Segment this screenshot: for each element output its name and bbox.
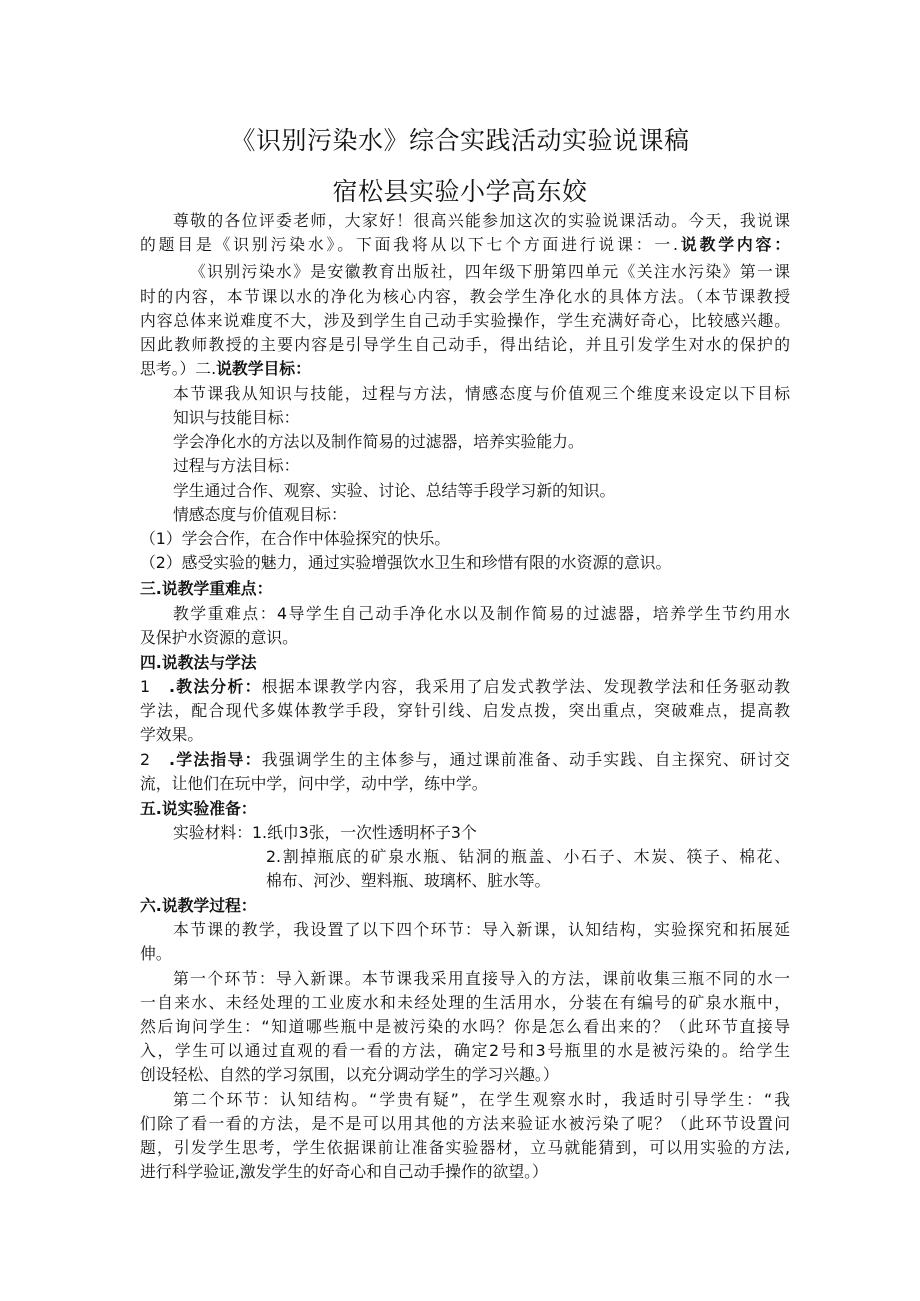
section-5-heading: 五.说实验准备： [140,799,257,818]
content-line-2: 时的内容，本节课以水的净化为核心内容，教会学生净化水的具体方法。（本节课教授 [140,287,790,306]
process-p1-line-1: 本节课的教学，我设置了以下四个环节：导入新课，认知结构，实验探究和拓展延 [173,920,790,939]
teaching-method-line-1: 1 .教法分析：根据本课教学内容，我采用了启发式教学法、发现教学法和任务驱动教 [140,677,790,696]
process-p3-line-4: 进行科学验证,激发学生的好奇心和自己动手操作的欲望。） [140,1162,548,1181]
section-1-heading: 说教学内容： [678,235,790,254]
document-title: 《识别污染水》综合实践活动实验说课稿 [230,126,690,155]
s3-line-2: 及保护水资源的意识。 [140,628,298,647]
materials-line-1: 实验材料：1.纸巾3张，一次性透明杯子3个 [173,823,477,842]
emotion-goal-label: 情感态度与价值观目标： [173,505,347,524]
emotion-goal-2: （2）感受实验的魅力，通过实验增强饮水卫生和珍惜有限的水资源的意识。 [140,553,672,572]
content-line-5: 思考。）二.说教学目标： [140,359,311,378]
content-line-3: 内容总体来说难度不大，涉及到学生自己动手实验操作，学生充满好奇心，比较感兴趣。 [140,311,790,330]
teaching-method-line-2: 学法，配合现代多媒体教学手段，穿针引线、启发点拨，突出重点，突破难点，提高教 [140,701,790,720]
knowledge-goal-text: 学会净化水的方法以及制作简易的过滤器，培养实验能力。 [173,432,584,451]
process-p2-line-4: 入，学生可以通过直观的看一看的方法，确定2号和3号瓶里的水是被污染的。给学生 [140,1041,790,1060]
process-p2-line-5: 创设轻松、自然的学习氛围，以充分调动学生的学习兴趣。） [140,1065,559,1084]
materials-line-2: 2.割掉瓶底的矿泉水瓶、钻洞的瓶盖、小石子、木炭、筷子、棉花、 [266,847,790,866]
goals-intro: 本节课我从知识与技能，过程与方法，情感态度与价值观三个维度来设定以下目标 [173,384,790,403]
emotion-goal-1: （1）学会合作，在合作中体验探究的快乐。 [140,529,451,548]
process-p3-line-1: 第二个环节：认知结构。“学贵有疑”，在学生观察水时，我适时引导学生：“我 [173,1090,790,1109]
section-2-heading: 说教学目标： [216,359,311,378]
materials-line-3: 棉布、河沙、塑料瓶、玻璃杯、脏水等。 [266,871,551,890]
process-goal-text: 学生通过合作、观察、实验、讨论、总结等手段学习新的知识。 [173,481,616,500]
section-3-heading: 三.说教学重难点： [140,579,273,598]
process-p1-line-2: 伸。 [140,944,172,963]
intro-line-2: 的题目是《识别污染水》。下面我将从以下七个方面进行说课：一.说教学内容： [140,235,790,254]
content-line-1: 《识别污染水》是安徽教育出版社，四年级下册第四单元《关注水污染》第一课 [190,262,790,281]
learning-method-line-2: 流，让他们在玩中学，问中学，动中学，练中学。 [140,774,488,793]
process-p2-line-1: 第一个环节：导入新课。本节课我采用直接导入的方法，课前收集三瓶不同的水一 [173,969,790,988]
process-goal-label: 过程与方法目标： [173,456,300,475]
knowledge-goal-label: 知识与技能目标： [173,408,300,427]
learning-method-line-1: 2 .学法指导：我强调学生的主体参与，通过课前准备、动手实践、自主探究、研讨交 [140,750,790,769]
process-p2-line-3: 然后询问学生：“知道哪些瓶中是被污染的水吗？你是怎么看出来的？（此环节直接导 [140,1017,790,1036]
teaching-method-line-3: 学效果。 [140,725,204,744]
content-line-4: 因此教师教授的主要内容是引导学生自己动手，得出结论，并且引发学生对水的保护的 [140,335,790,354]
process-p3-line-2: 们除了看一看的方法，是不是可以用其他的方法来验证水被污染了呢？（此环节设置问 [140,1114,790,1133]
s3-line-1: 教学重难点：4导学生自己动手净化水以及制作简易的过滤器，培养学生节约用水 [173,604,790,623]
document-author: 宿松县实验小学高东姣 [332,177,588,206]
section-6-heading: 六.说教学过程： [140,896,257,915]
intro-line-1: 尊敬的各位评委老师，大家好！很高兴能参加这次的实验说课活动。今天，我说课 [173,211,790,230]
process-p2-line-2: 一自来水、未经处理的工业废水和未经处理的生活用水，分装在有编号的矿泉水瓶中， [140,993,790,1012]
process-p3-line-3: 题，引发学生思考，学生依据课前让准备实验器材，立马就能猜到，可以用实验的方法, [140,1138,790,1157]
section-4-heading: 四.说教法与学法 [140,653,257,672]
